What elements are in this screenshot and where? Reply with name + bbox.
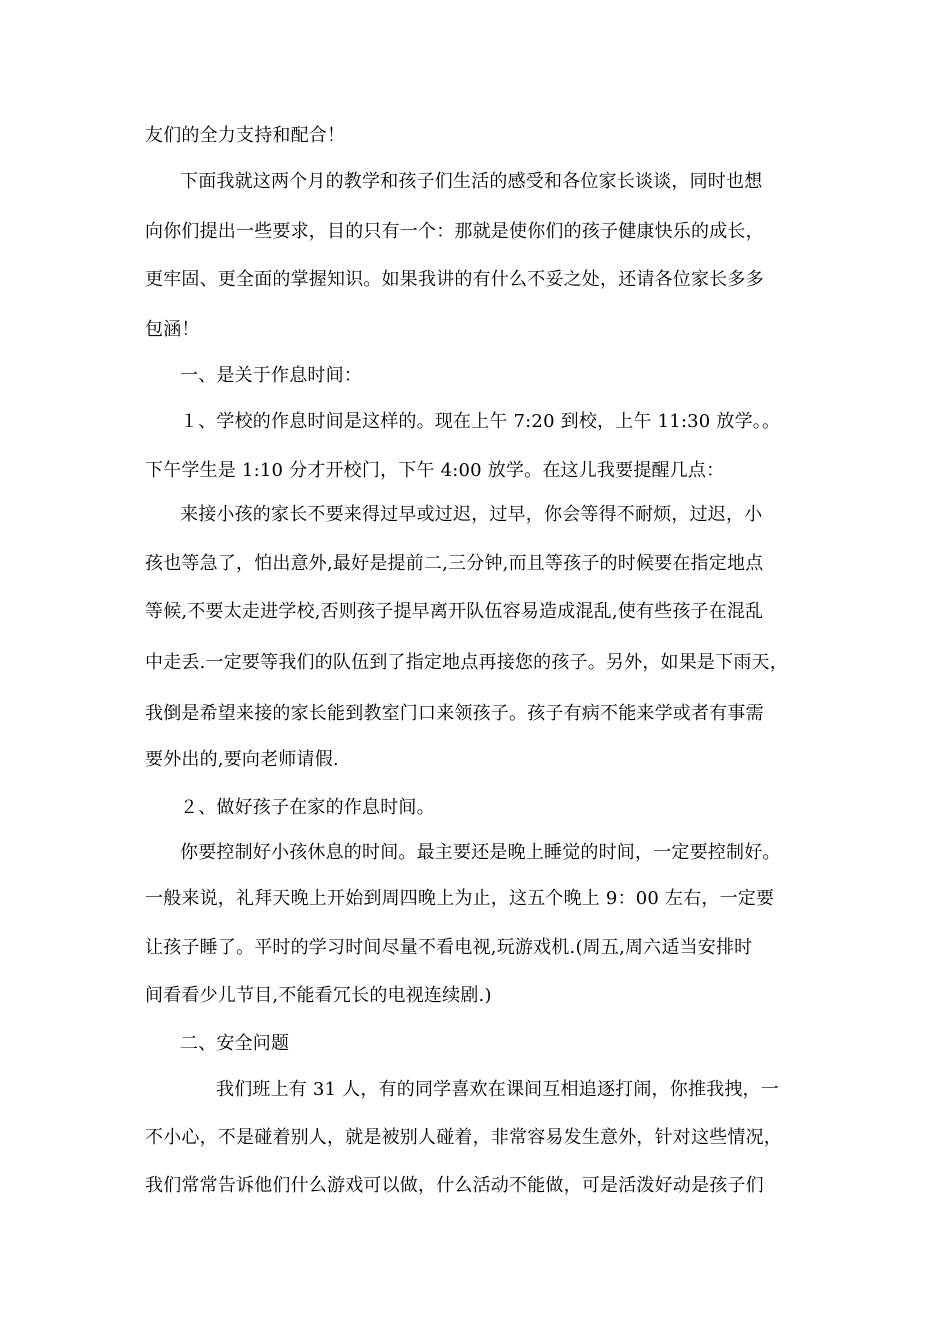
text-line: 让孩子睡了。平时的学习时间尽量不看电视,玩游戏机.(周五,周六适当安排时	[145, 937, 753, 958]
text-line: 间看看少儿节目,不能看冗长的电视连续剧.)	[145, 985, 492, 1006]
text-line: 要外出的,要向老师请假.	[145, 749, 339, 770]
text-line: 友们的全力支持和配合！	[145, 125, 346, 146]
text-line: 孩也等急了，怕出意外,最好是提前二,三分钟,而且等孩子的时候要在指定地点	[145, 553, 764, 574]
text-line: １、学校的作息时间是这样的。现在上午 7:20 到校，上午 11:30 放学。。	[180, 411, 781, 432]
text-line: 包涵！	[145, 319, 200, 340]
text-line: 向你们提出一些要求，目的只有一个：那就是使你们的孩子健康快乐的成长，	[145, 221, 764, 242]
text-line: 更牢固、更全面的掌握知识。如果我讲的有什么不妥之处，还请各位家长多多	[145, 269, 764, 290]
text-line: 一般来说，礼拜天晚上开始到周四晚上为止，这五个晚上 9：00 左右，一定要	[145, 888, 775, 909]
text-line: 中走丢.一定要等我们的队伍到了指定地点再接您的孩子。另外，如果是下雨天，	[145, 652, 788, 673]
text-line: 等候,不要太走进学校,否则孩子提早离开队伍容易造成混乱,使有些孩子在混乱	[145, 601, 764, 622]
section-heading: 二、安全问题	[180, 1033, 290, 1054]
text-line: 我们常常告诉他们什么游戏可以做，什么活动不能做，可是活泼好动是孩子们	[145, 1175, 764, 1196]
section-heading: 一、是关于作息时间：	[180, 365, 362, 386]
text-line: ２、做好孩子在家的作息时间。	[180, 797, 435, 818]
text-line: 下面我就这两个月的教学和孩子们生活的感受和各位家长谈谈，同时也想	[180, 171, 763, 192]
text-line: 你要控制好小孩休息的时间。最主要还是晚上睡觉的时间，一定要控制好。	[180, 842, 781, 863]
text-line: 下午学生是 1:10 分才开校门，下午 4:00 放学。在这儿我要提醒几点：	[145, 460, 725, 481]
text-line: 我们班上有 31 人，有的同学喜欢在课间互相追逐打闹，你推我拽，一	[216, 1079, 779, 1100]
text-line: 我倒是希望来接的家长能到教室门口来领孩子。孩子有病不能来学或者有事需	[145, 703, 764, 724]
text-line: 不小心，不是碰着别人，就是被别人碰着，非常容易发生意外，针对这些情况，	[145, 1127, 782, 1148]
text-line: 来接小孩的家长不要来得过早或过迟，过早，你会等得不耐烦，过迟，小	[180, 504, 763, 525]
